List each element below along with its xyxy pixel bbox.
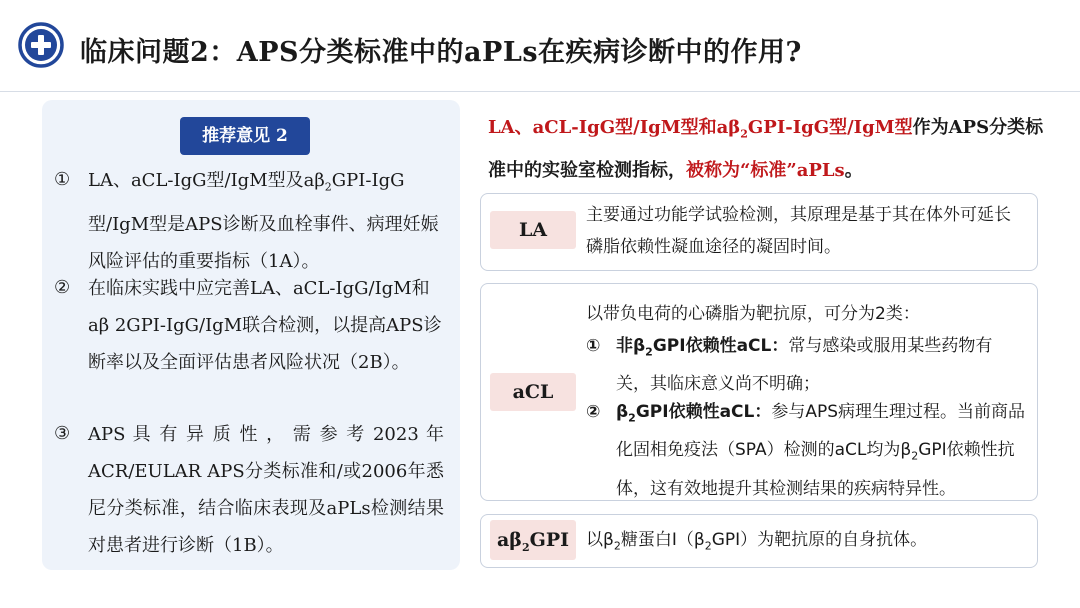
item-text: 在临床实践中应完善LA、aCL-IgG/IgM和aβ 2GPI-IgG/IgM联合检测，以提高APS诊断率以及全面评估患者风险状况（2B）。: [88, 278, 442, 373]
acl-sub-number: ①: [586, 336, 601, 356]
la-label: LA: [490, 211, 576, 249]
intro-statement: LA、aCL-IgG型/IgM型和$a\beta_2GPI$-IgG型/IgM型作为APS分类标准中的实验室检测指标，被称为“标准”aPLs。: [488, 117, 1044, 181]
item-text: APS 具 有 异 质 性 ， 需 参 考 2023 年ACR/EULAR APS分类标准和/或2006年悉尼分类标准，结合临床表现及aPLs检测结果对患者进行诊断（1B）。: [88, 424, 444, 556]
acl-sub-number: ②: [586, 402, 601, 422]
recommendation-badge: 推荐意见 2: [180, 117, 310, 155]
header-divider: [0, 91, 1080, 92]
ab2gpi-text: 以$\beta_2$糖蛋白$I(\beta_2GPI)$为靶抗原的自身抗体。: [586, 530, 928, 553]
ab2gpi-label: $a\beta_2GPI$: [490, 520, 576, 560]
acl-label: aCL: [490, 373, 576, 411]
item-number: ③: [54, 423, 71, 444]
acl-sub-text-2: $\beta_2GPI$依赖性aCL：参与APS病理生理过程。当前商品化固相免疫法（SPA）检测的aCL均为$\beta_2GPI$依赖性抗体，这有效地提升其检测结果的疾病特异性。: [616, 402, 1026, 499]
la-text: 主要通过功能学试验检测，其原理是基于其在体外可延长磷脂依赖性凝血途径的凝固时间。: [586, 205, 1011, 257]
acl-intro: 以带负电荷的心磷脂为靶抗原，可分为2类：: [586, 304, 920, 324]
header: [0, 0, 1080, 100]
acl-sub-text-1: 非$\beta_2GPI$依赖性aCL：常与感染或服用某些药物有关，其临床意义尚不明确；: [616, 336, 993, 395]
item-number: ①: [54, 169, 71, 190]
item-text: LA、aCL-IgG型/IgM型及$a\beta_2GPI$-IgG型/IgM型是APS诊断及血栓事件、病理妊娠风险评估的重要指标（1A）。: [88, 170, 439, 272]
item-number: ②: [54, 277, 71, 298]
page-title: 临床问题2：APS分类标准中的aPLs在疾病诊断中的作用?: [80, 37, 802, 68]
plus-icon: [18, 22, 64, 68]
